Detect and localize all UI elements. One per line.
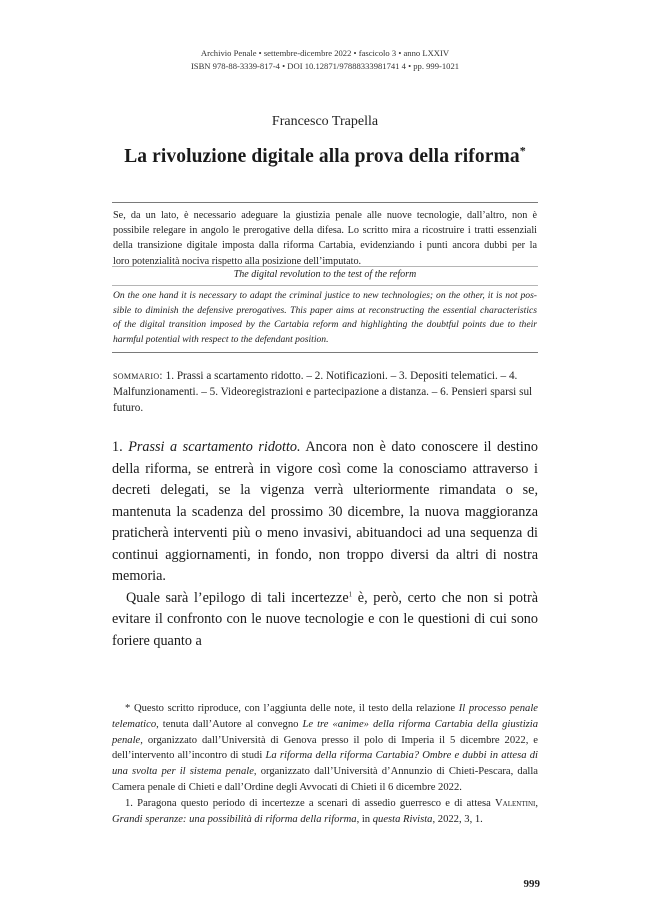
body-paragraph-2 [112,588,538,653]
footnote-text: Paragona questo periodo di incertezze a scenari di assedio guerresco e di attesa [132,797,496,809]
sommario-label: sommario: [113,370,163,382]
journal-header [100,47,550,73]
footnote-italic: Il processo penale telematico [112,703,538,730]
footnote-italic: Grandi speranze: una possibilità di riforma della riforma [112,813,357,825]
paragraph-text: è, però, certo che non si potrà evitare il confronto con le nuove tecnologie e con le questioni di cui sono foriere quanto a [112,589,538,649]
journal-header-line-2: ISBN 978-88-3339-817-4 • DOI 10.12871/97888333981741 4 • pp. 999-1021 [190,61,460,71]
article-title [60,143,590,168]
footnote-text: Questo scritto riproduce, con l’aggiunta delle note, il testo della relazione [130,703,459,714]
footnote-cited-author: Valentini [495,797,536,809]
footnote-reference: 1 [348,589,353,598]
abstract-it-line: della transizione digitale imposta dalla riforma Cartabia, evidenziando i punti ancora dubbi per la [113,240,537,252]
footnote-text: , tenuta dall’Autore al convegno [156,718,303,730]
sommario-text: 1. Prassi a scartamento ridotto. – 2. Notificazioni. – 3. Depositi telematici. – 4. Malfunzionamenti. – 5. Videoregistrazioni e partecipazione a distanza. – 6. Pensieri sparsi sul futuro. [113,370,533,414]
abstract-en-line: of the digital transition imposed by the Cartabia reform and highlighting the doubtful points due to their [113,319,537,331]
footnote-mark: 1. [125,797,133,809]
footnote-italic: questa Rivista [372,813,433,825]
author-name: Francesco Trapella [271,114,379,129]
journal-header-line-1: Archivio Penale • settembre-dicembre 2022 • fascicolo 3 • anno LXXIV [200,48,450,58]
footnote-italic: La riforma della riforma Cartabia? Ombre e dubbi in attesa di una svolta per il sistema penale [112,750,538,778]
abstract-en-line: On the one hand it is necessary to adapt the criminal justice to new technologies; on the other, it is not pos- [113,290,537,301]
page-number: 999 [523,878,540,890]
section-number: 1. [112,439,129,455]
abstract-top-rule [112,202,538,203]
footnote-text: , 2022, 3, 1. [432,813,483,825]
paragraph-text: Quale sarà l’epilogo di tali incertezze [126,589,349,606]
abstract-bottom-rule [112,352,538,353]
abstract-en-line: sible to diminish the defensive prerogatives. This paper aims at reconstructing the essential characteristics [113,304,537,316]
article-body [112,437,538,652]
footnotes [112,701,538,827]
abstract-it-line: loro potenzialità nociva rispetto alla posizione dell’imputato. [113,255,362,267]
footnote-text: , in [356,813,373,825]
footnote-italic: Le tre «anime» della riforma Cartabia della giustizia penale [112,718,538,746]
abstract-english-rule [112,285,538,286]
paragraph-text: Ancora non è dato conoscere il destino della riforma, se entrerà in vigore così come la conosciamo attraverso i decreti delegati, se la vigenza verrà ulteriormente rimandata o se, mantenuta la scadenza del prossimo 30 dicembre, la nuova maggioranza praticherà interventi più o meno invasivi, abituandoci ad una sequenza di continui aggiornamenti, in fondo, non troppo diversi da altri di nostra memoria. [112,439,538,584]
footnote-text: , organizzato dall’Università di Genova presso il polo di Imperia il 5 dicembre 2022, e dell’intervento all’incontro di studi [112,734,538,762]
table-of-contents [113,368,537,416]
section-heading: Prassi a scartamento ridotto. [128,439,301,455]
abstract-english-title: The digital revolution to the test of the reform [233,269,417,280]
footnote-1 [112,796,538,828]
footnote-text: , [535,797,538,809]
footnote-star [112,701,538,796]
article-title-text: La rivoluzione digitale alla prova della riforma [124,146,520,167]
footnote-mark: * [125,703,131,714]
abstract-it-line: Se, da un lato, è necessario adeguare la giustizia penale alle nuove tecnologie, dall’altro, non è [113,210,537,221]
abstract-en-line: harmful potential with respect to the defendant position. [113,333,329,345]
abstract-english [113,289,537,347]
abstract-it-line: possibile relegare in angolo le prerogative della difesa. Lo scritto mira a ricostruire i tratti essenziali [113,225,537,237]
footnote-text: , organizzato dall’Università d’Annunzio di Chieti-Pescara, dalla Camera penale di Chieti e dall’Ordine degli Avvocati di Chieti il 6 dicembre 2022. [112,766,539,793]
abstract-middle-rule [112,266,538,267]
title-footnote-mark: * [519,143,526,158]
body-paragraph-1 [112,437,538,588]
abstract-italian [113,208,537,269]
